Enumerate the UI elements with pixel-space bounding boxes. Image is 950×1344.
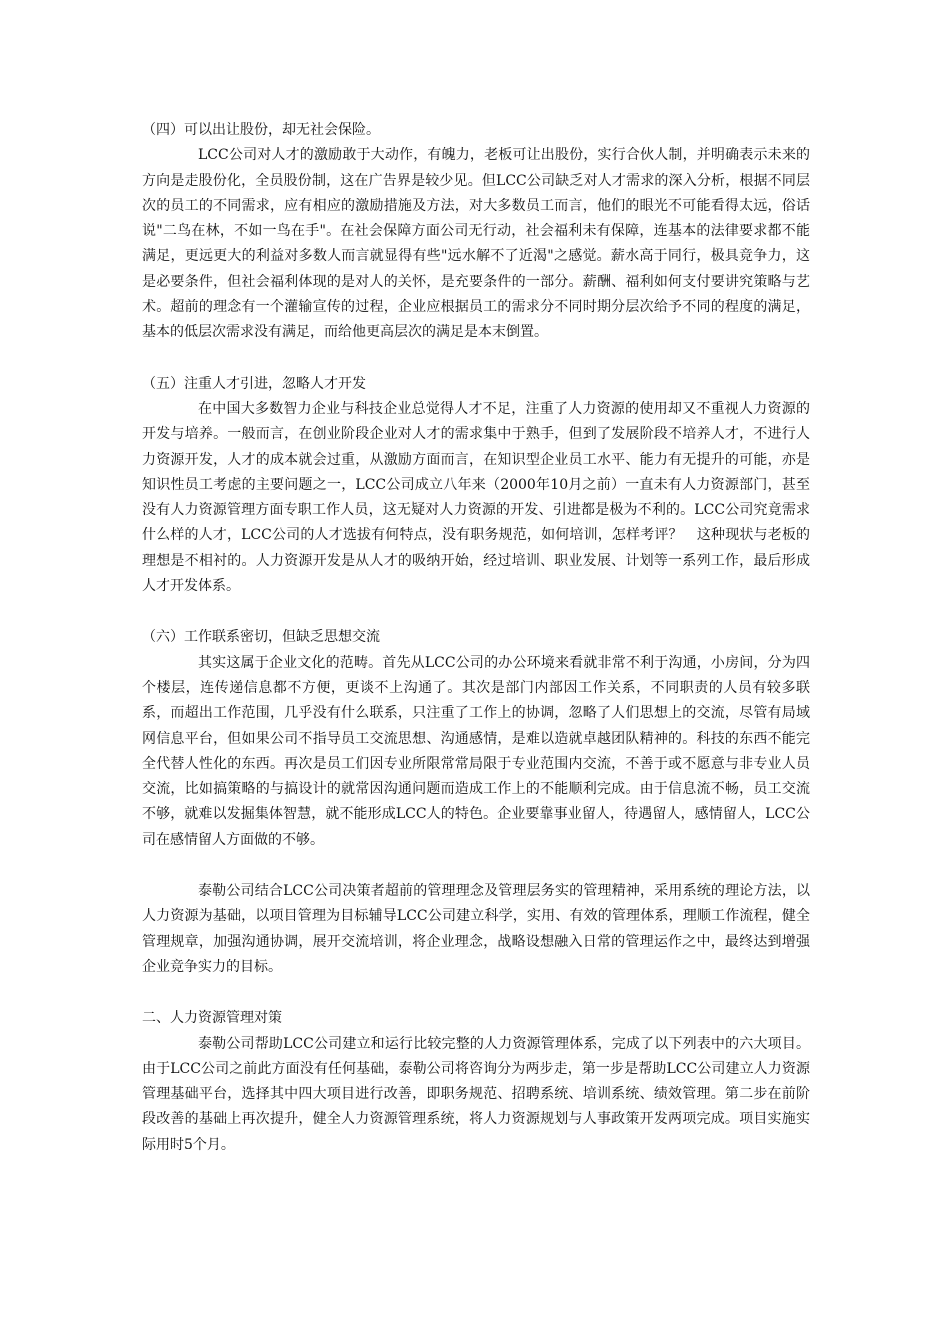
spacer: [142, 980, 810, 1006]
section-heading-4: （四）可以出让股份，却无社会保险。: [142, 122, 380, 138]
section-paragraph-4: LCC公司对人才的激励敢于大动作，有魄力，老板可让出股份，实行合伙人制，并明确表示未来的方向是走股份化，全员股份制，这在广告界是较少见。但LCC公司缺乏对人才需求的深入分析，根据不同层次的员工的不同需求，应有相应的激励措施及方法，对大多数员工而言，他们的眼光不可能看得太远，俗话说"二鸟在林，不如一鸟在手"。在社会保障方面公司无行动，社会福利未有保障，连基本的法律要求都不能满足，更远更大的利益对多数人而言就显得有些"远水解不了近渴"之感觉。薪水高于同行，极具竞争力，这是必要条件，但社会福利体现的是对人的关怀，是充要条件的一部分。薪酬、福利如何支付要讲究策略与艺术。超前的理念有一个灌输宣传的过程，企业应根据员工的需求分不同时期分层次给予不同的程度的满足，基本的低层次需求没有满足，而给他更高层次的满足是本末倒置。: [142, 147, 810, 341]
section-paragraph-6: 其实这属于企业文化的范畴。首先从LCC公司的办公环境来看就非常不利于沟通，小房间，分为四个楼层，连传递信息都不方便，更谈不上沟通了。其次是部门内部因工作关系，不同职责的人员有较多联系，而超出工作范围，几乎没有什么联系，只注重了工作上的协调，忽略了人们思想上的交流，尽管有局域网信息平台，但如果公司不指导员工交流思想、沟通感情，是难以造就卓越团队精神的。科技的东西不能完全代替人性化的东西。再次是员工们因专业所限常常局限于专业范围内交流，不善于或不愿意与非专业人员交流，比如搞策略的与搞设计的就常因沟通问题而造成工作上的不能顺利完成。由于信息流不畅，员工交流不够，就难以发掘集体智慧，就不能形成LCC人的特色。企业要靠事业留人，待遇留人，感情留人，LCC公司在感情留人方面做的不够。: [142, 654, 810, 848]
spacer: [142, 346, 810, 372]
spacer: [142, 599, 810, 625]
section-heading-5: （五）注重人才引进，忽略人才开发: [142, 375, 366, 392]
part-two-paragraph: 泰勒公司帮助LCC公司建立和运行比较完整的人力资源管理体系，完成了以下列表中的六大项目。由于LCC公司之前此方面没有任何基础，泰勒公司将咨询分为两步走，第一步是帮助LCC公司建立人力资源管理基础平台，选择其中四大项目进行改善，即职务规范、招聘系统、培训系统、绩效管理。第二步在前阶段改善的基础上再次提升，健全人力资源管理系统，将人力资源规划与人事政策开发两项完成。项目实施实际用时5个月。: [142, 1035, 810, 1153]
document-body: [142, 118, 810, 1158]
summary-paragraph: 泰勒公司结合LCC公司决策者超前的管理理念及管理层务实的管理精神，采用系统的理论方法，以人力资源为基础，以项目管理为目标辅导LCC公司建立科学，实用、有效的管理体系，理顺工作流程，健全管理规章，加强沟通协调，展开交流培训，将企业理念，战略设想融入日常的管理运作之中，最终达到增强企业竞争实力的目标。: [142, 883, 810, 975]
section-paragraph-5: 在中国大多数智力企业与科技企业总觉得人才不足，注重了人力资源的使用却又不重视人力资源的开发与培养。一般而言，在创业阶段企业对人才的需求集中于熟手，但到了发展阶段不培养人才，不进行人力资源开发，人才的成本就会过重，从激励方面而言，在知识型企业员工水平、能力有无提升的可能，亦是知识性员工考虑的主要问题之一，LCC公司成立八年来（2000年10月之前）一直未有人力资源部门，甚至没有人力资源管理方面专职工作人员，这无疑对人力资源的开发、引进都是极为不利的。LCC公司究竟需求什么样的人才，LCC公司的人才选拔有何特点，没有职务规范，如何培训，怎样考评？ 这种现状与老板的理想是不相衬的。人力资源开发是从人才的吸纳开始，经过培训、职业发展、计划等一系列工作，最后形成人才开发体系。: [142, 400, 810, 595]
section-heading-6: （六）工作联系密切，但缺乏思想交流: [142, 629, 380, 646]
part-two-heading: 二、人力资源管理对策: [142, 1010, 282, 1027]
spacer: [142, 853, 810, 879]
